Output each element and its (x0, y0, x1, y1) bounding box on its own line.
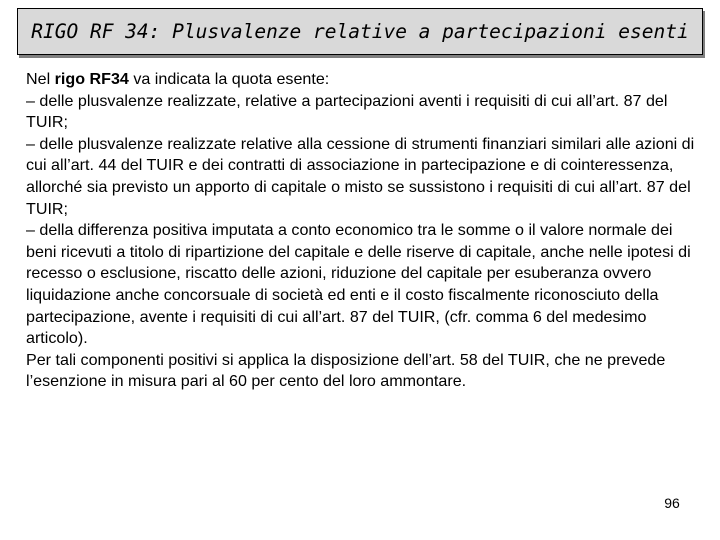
slide-title-box (17, 8, 703, 55)
intro-suffix: va indicata la quota esente: (128, 70, 330, 88)
slide-title: RIGO RF 34: Plusvalenze relative a partecipazioni esenti (31, 20, 689, 43)
slide-body (26, 69, 702, 393)
list-item-1: – delle plusvalenze realizzate, relative a partecipazioni aventi i requisiti di cui all’art. 87 del TUIR; (26, 91, 668, 132)
list-item-2: – delle plusvalenze realizzate relative alla cessione di strumenti finanziari similari alle azioni di cui all’art. 44 del TUIR e dei contratti di associazione in partecipazione e di cointeressenza, allorché sia previsto un apporto di capitale o misto se sussistono i requisiti di cui all’art. 87 del TUIR; (26, 134, 695, 218)
closing-paragraph: Per tali componenti positivi si applica la disposizione dell’art. 58 del TUIR, che ne prevede l’esenzione in misura pari al 60 per cento del loro ammontare. (26, 350, 666, 391)
intro-paragraph (26, 69, 702, 91)
intro-prefix: Nel (26, 70, 55, 88)
list-item-3: – della differenza positiva imputata a conto economico tra le somme o il valore normale dei beni ricevuti a titolo di ripartizione del capitale e delle riserve di capitale, anche nelle ipotesi di recesso o esclusione, riscatto delle azioni, riduzione del capitale per esuberanza ovvero liquidazione anche concorsuale di società ed enti e il costo fiscalmente riconosciuto della partecipazione, avente i requisiti di cui all’art. 87 del TUIR, (cfr. comma 6 del medesimo articolo). (26, 221, 691, 348)
intro-bold-term: rigo RF34 (54, 70, 129, 88)
page-number: 96 (664, 495, 680, 511)
